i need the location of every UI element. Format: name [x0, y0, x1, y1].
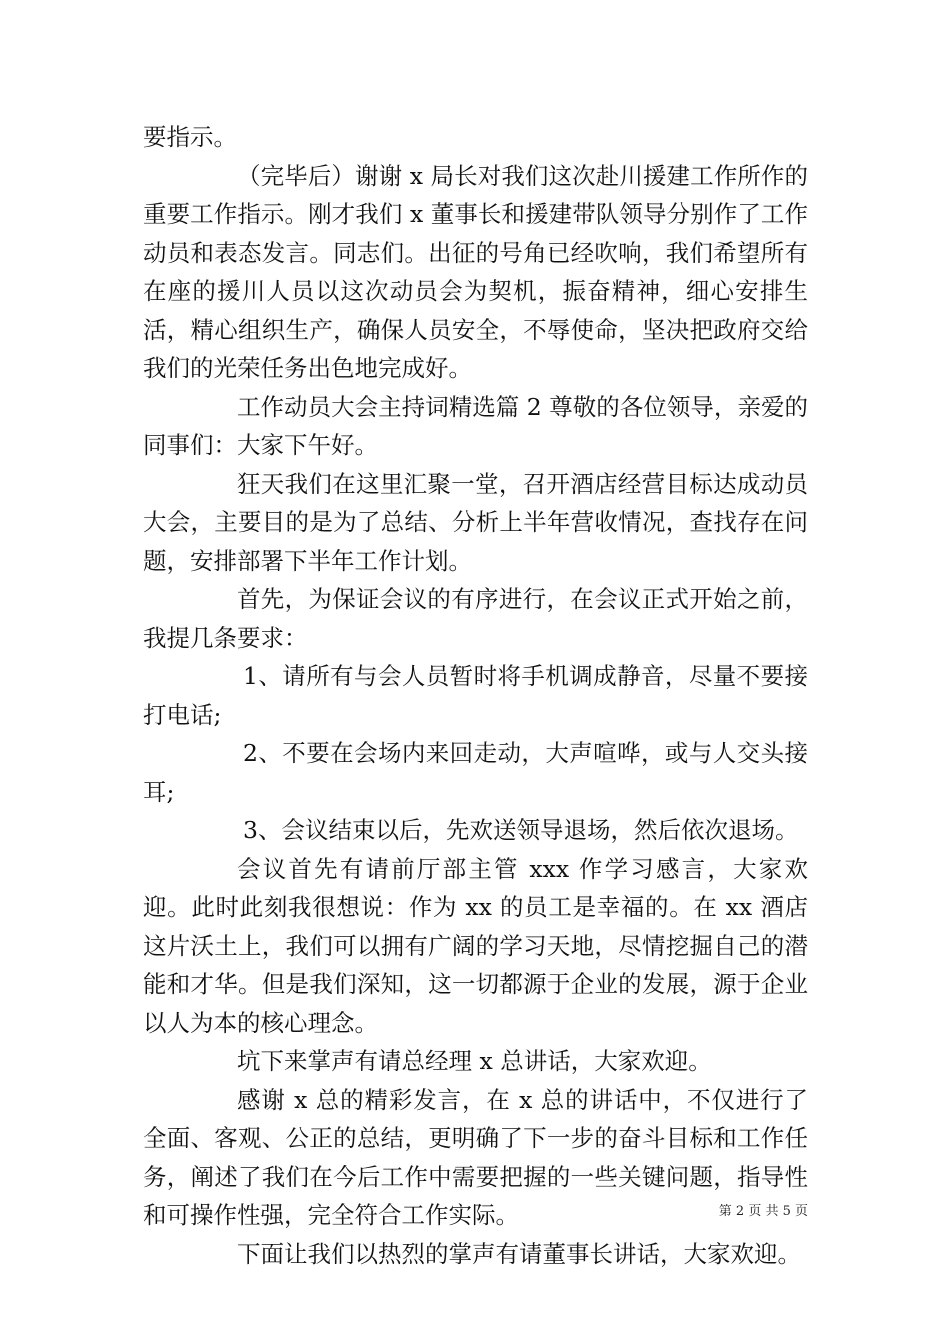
paragraph-meeting-purpose: 狂天我们在这里汇聚一堂，召开酒店经营目标达成动员大会，主要目的是为了总结、分析上半年营收情况，查找存在问题，安排部署下半年工作计划。	[143, 469, 808, 575]
paragraph-closing-remarks: （完毕后）谢谢 x 局长对我们这次赴川援建工作所作的重要工作指示。刚才我们 x 董事长和援建带队领导分别作了工作动员和表态发言。同志们。出征的号角已经吹响，我们希望所有在座的援川人员以这次动员会为契机，振奋精神，细心安排生活，精心组织生产，确保人员安全，不辱使命，坚决把政府交给我们的光荣任务出色地完成好。	[143, 161, 808, 382]
paragraph-requirements-intro: 首先，为保证会议的有序进行，在会议正式开始之前，我提几条要求：	[143, 585, 808, 652]
paragraph-gm-thanks: 感谢 x 总的精彩发言，在 x 总的讲话中，不仅进行了全面、客观、公正的总结，更明确了下一步的奋斗目标和工作任务，阐述了我们在今后工作中需要把握的一些关键问题，指导性和可操作性强，完全符合工作实际。	[143, 1085, 808, 1229]
paragraph-requirement-1: 1、请所有与会人员暂时将手机调成静音，尽量不要接打电话;	[143, 662, 808, 729]
paragraph-requirement-2: 2、不要在会场内来回走动，大声喧哗，或与人交头接耳;	[143, 739, 808, 806]
paragraph-chairman-invitation: 下面让我们以热烈的掌声有请董事长讲话，大家欢迎。	[237, 1239, 801, 1268]
paragraph-section-2-greeting: 工作动员大会主持词精选篇 2 尊敬的各位领导，亲爱的同事们：大家下午好。	[143, 392, 808, 459]
paragraph-requirement-3: 3、会议结束以后，先欢送领导退场，然后依次退场。	[243, 816, 799, 844]
paragraph-front-office-speech: 会议首先有请前厅部主管 xxx 作学习感言，大家欢迎。此时此刻我很想说：作为 xx 的员工是幸福的。在 xx 酒店这片沃土上，我们可以拥有广阔的学习天地，尽情挖掘自己的潜能和才华。但是我们深知，这一切都源于企业的发展，源于企业以人为本的核心理念。	[143, 854, 808, 1037]
paragraph-gm-invitation: 坑下来掌声有请总经理 x 总讲话，大家欢迎。	[237, 1047, 712, 1075]
paragraph-continuation: 要指示。	[143, 123, 237, 151]
page-number-footer: 第 2 页 共 5 页	[718, 1204, 808, 1219]
document-body	[143, 118, 808, 1273]
